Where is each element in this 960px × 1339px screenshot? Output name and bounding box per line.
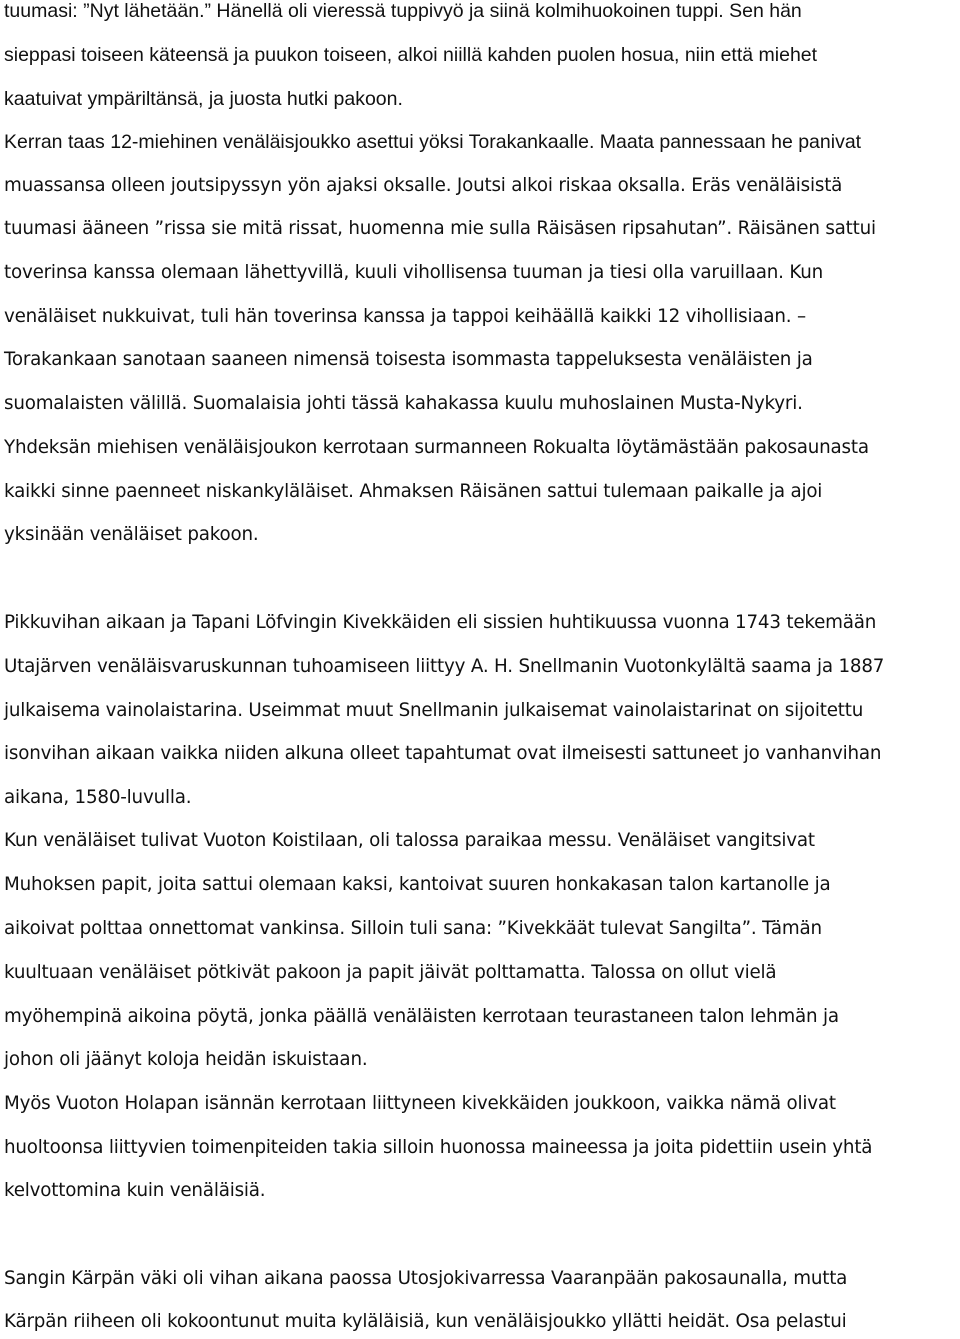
text-line: Pikkuvihan aikaan ja Tapani Löfvingin Kivekkäiden eli sissien huhtikuussa vuonna 1743 tekemään: [4, 612, 877, 633]
text-line: kelvottomina kuin venäläisiä.: [4, 1180, 266, 1201]
text-line: muassansa olleen joutsipyssyn yön ajaksi oksalle. Joutsi alkoi riskaa oksalla. Eräs venäläisistä: [4, 175, 843, 196]
text-line: isonvihan aikaan vaikka niiden alkuna olleet tapahtumat ovat ilmeisesti sattuneet jo vanhanvihan: [4, 743, 882, 764]
text-line: kuultuaan venäläiset pötkivät pakoon ja papit jäivät polttamatta. Talossa on ollut vielä: [4, 962, 777, 983]
text-line: yksinään venäläiset pakoon.: [4, 524, 259, 545]
text-line: aikana, 1580-luvulla.: [4, 787, 192, 808]
text-line: kaikki sinne paenneet niskankyläläiset. Ahmaksen Räisänen sattui tulemaan paikalle ja ajoi: [4, 481, 823, 502]
text-line: johon oli jäänyt koloja heidän iskuistaan.: [4, 1049, 368, 1070]
text-line: venäläiset nukkuivat, tuli hän toverinsa kanssa ja tappoi keihäällä kaikki 12 vihollisiaan. –: [4, 306, 806, 327]
text-line: Myös Vuoton Holapan isännän kerrotaan liittyneen kivekkäiden joukkoon, vaikka nämä olivat: [4, 1093, 836, 1114]
text-line: Torakankaan sanotaan saaneen nimensä toisesta isommasta tappeluksesta venäläisten ja: [4, 349, 813, 370]
text-line: suomalaisten välillä. Suomalaisia johti tässä kahakassa kuulu muhoslainen Musta-Nykyri.: [4, 393, 803, 414]
text-line: tuumasi: ”Nyt lähetään.” Hänellä oli vieressä tuppivyö ja siinä kolmihuokoinen tuppi. Sen hän: [4, 0, 802, 22]
text-line: Muhoksen papit, joita sattui olemaan kaksi, kantoivat suuren honkakasan talon kartanolle ja: [4, 874, 831, 895]
text-line: julkaisema vainolaistarina. Useimmat muut Snellmanin julkaisemat vainolaistarinat on sijoitettu: [4, 700, 864, 721]
text-line: huoltoonsa liittyvien toimenpiteiden takia silloin huonossa maineessa ja joita pidettiin usein yhtä: [4, 1137, 873, 1158]
text-line: Sangin Kärpän väki oli vihan aikana paossa Utosjokivarressa Vaaranpään pakosaunalla, mutta: [4, 1268, 848, 1289]
text-line: myöhempinä aikoina pöytä, jonka päällä venäläisten kerrotaan teurastaneen talon lehmän ja: [4, 1006, 839, 1027]
text-line: Kärpän riiheen oli kokoontunut muita kyläläisiä, kun venäläisjoukko yllätti heidät. Osa pelastui: [4, 1311, 847, 1332]
text-line: Utajärven venäläisvaruskunnan tuhoamiseen liittyy A. H. Snellmanin Vuotonkylältä saama ja 1887: [4, 656, 885, 677]
text-line: aikoivat polttaa onnettomat vankinsa. Silloin tuli sana: ”Kivekkäät tulevat Sangilta”. Tämän: [4, 918, 822, 939]
text-line: kaatuivat ympäriltänsä, ja juosta hutki pakoon.: [4, 88, 403, 110]
text-line: sieppasi toiseen käteensä ja puukon toiseen, alkoi niillä kahden puolen hosua, niin että miehet: [4, 44, 818, 66]
text-line: Yhdeksän miehisen venäläisjoukon kerrotaan surmanneen Rokualta löytämästään pakosaunasta: [4, 437, 869, 458]
text-line: toverinsa kanssa olemaan lähettyvillä, kuuli vihollisensa tuuman ja tiesi olla varuillaan. Kun: [4, 262, 824, 283]
text-line: tuumasi ääneen ”rissa sie mitä rissat, huomenna mie sulla Räisäsen ripsahutan”. Räisänen sattui: [4, 218, 876, 239]
text-line: Kun venäläiset tulivat Vuoton Koistilaan, oli talossa paraikaa messu. Venäläiset vangitsivat: [4, 830, 815, 851]
text-line: Kerran taas 12-miehinen venäläisjoukko asettui yöksi Torakankaalle. Maata pannessaan he panivat: [4, 131, 862, 153]
